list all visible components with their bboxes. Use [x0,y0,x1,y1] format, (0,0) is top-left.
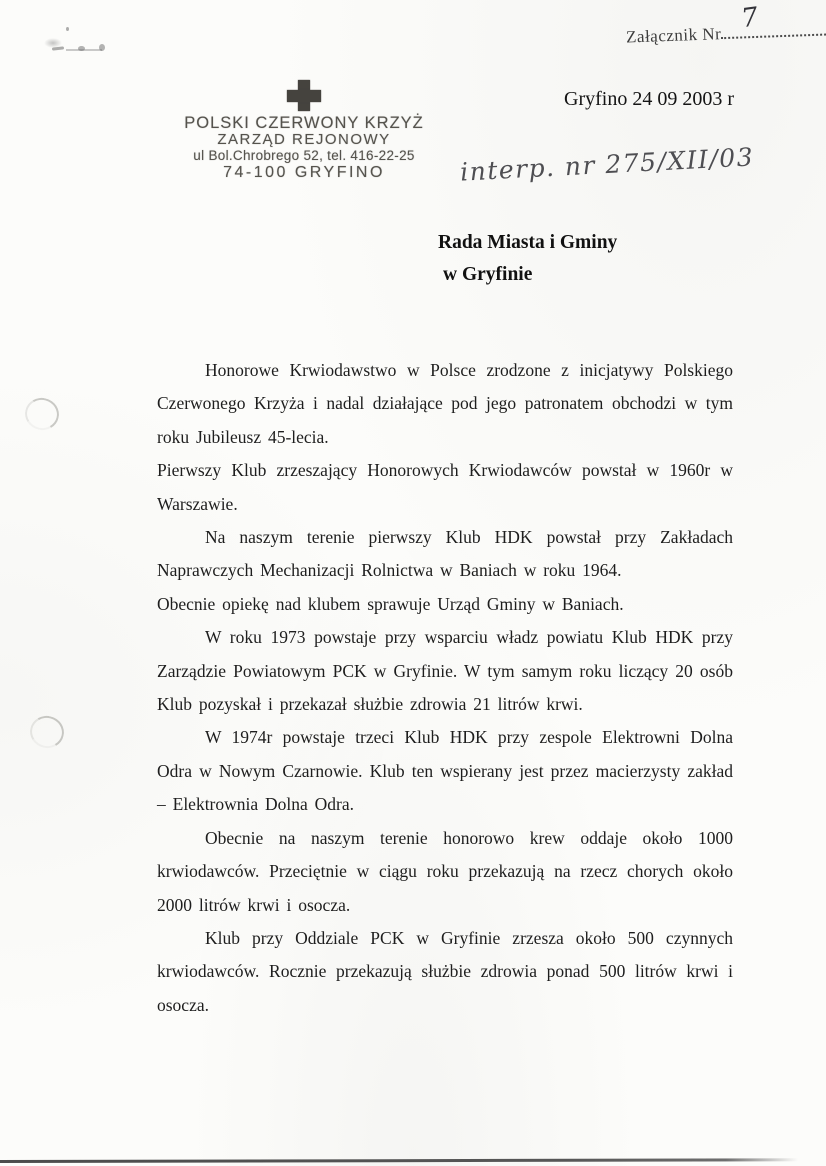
body-paragraph: W roku 1973 powstaje przy wsparciu władz powiatu Klub HDK przy Zarządzie Powiatowym PCK w Gryfinie. W tym samym roku liczący 20 osób Klub pozyskał i przekazał służbie zdrowia 21 litrów krwi. [157,627,733,715]
letter-body [157,354,733,1022]
body-paragraph: Honorowe Krwiodawstwo w Polsce zrodzone z inicjatywy Polskiego Czerwonego Krzyża i nadal działające pod jego patronatem obchodzi w tym roku Jubileusz 45-lecia. [157,360,733,447]
addressee-line2: w Gryfinie [443,264,533,285]
pen-mark [99,44,105,51]
stamp-address: ul Bol.Chrobrego 52, tel. 416-22-25 [193,148,415,163]
handwritten-note: interp. nr 275/XII/03 [459,142,755,187]
hole-punch-mark [27,712,68,751]
attachment-label: Załącznik Nr [625,24,722,47]
addressee-line1: Rada Miasta i Gminy [438,232,618,253]
body-paragraph: Klub przy Oddziale PCK w Gryfinie zrzesza około 500 czynnych krwiodawców. Rocznie przekazują służbie zdrowia ponad 500 litrów krwi i osocza. [157,927,733,1015]
pck-rubber-stamp [150,80,458,181]
body-paragraph: Obecnie na naszym terenie honorowo krew oddaje około 1000 krwiodawców. Przeciętnie w ciągu roku przekazują na rzecz chorych około 2000 litrów krwi i osocza. [157,827,733,915]
red-cross-icon [287,80,321,111]
body-paragraph: Na naszym terenie pierwszy Klub HDK powstał przy Zakładach Naprawczych Mechanizacji Rolnictwa w Baniach w roku 1964. [157,527,733,581]
scan-edge-line [0,1158,806,1163]
date-line: Gryfino 24 09 2003 r [564,88,734,110]
pen-mark [66,27,69,31]
pen-mark [78,46,85,51]
hole-punch-mark [22,394,63,433]
attachment-number-handwritten: 7 [739,2,761,35]
stamp-org-unit: ZARZĄD REJONOWY [217,131,391,148]
body-paragraph: W 1974r powstaje trzeci Klub HDK przy zespole Elektrowni Dolna Odra w Nowym Czarnowie. Klub ten wspierany jest przez macierzysty zakład – Elektrownia Dolna Odra. [157,727,733,815]
stamp-postal: 74-100 GRYFINO [223,164,385,181]
attachment-dotted-line [721,19,826,40]
attachment-header [625,2,826,48]
pen-mark [52,46,64,50]
body-paragraph: Obecnie opiekę nad klubem sprawuje Urząd Gminy w Baniach. [157,593,624,614]
stamp-org-name: POLSKI CZERWONY KRZYŻ [184,114,424,132]
addressee-block [438,227,617,291]
body-paragraph: Pierwszy Klub zrzeszający Honorowych Krwiodawców powstał w 1960r w Warszawie. [157,460,733,514]
